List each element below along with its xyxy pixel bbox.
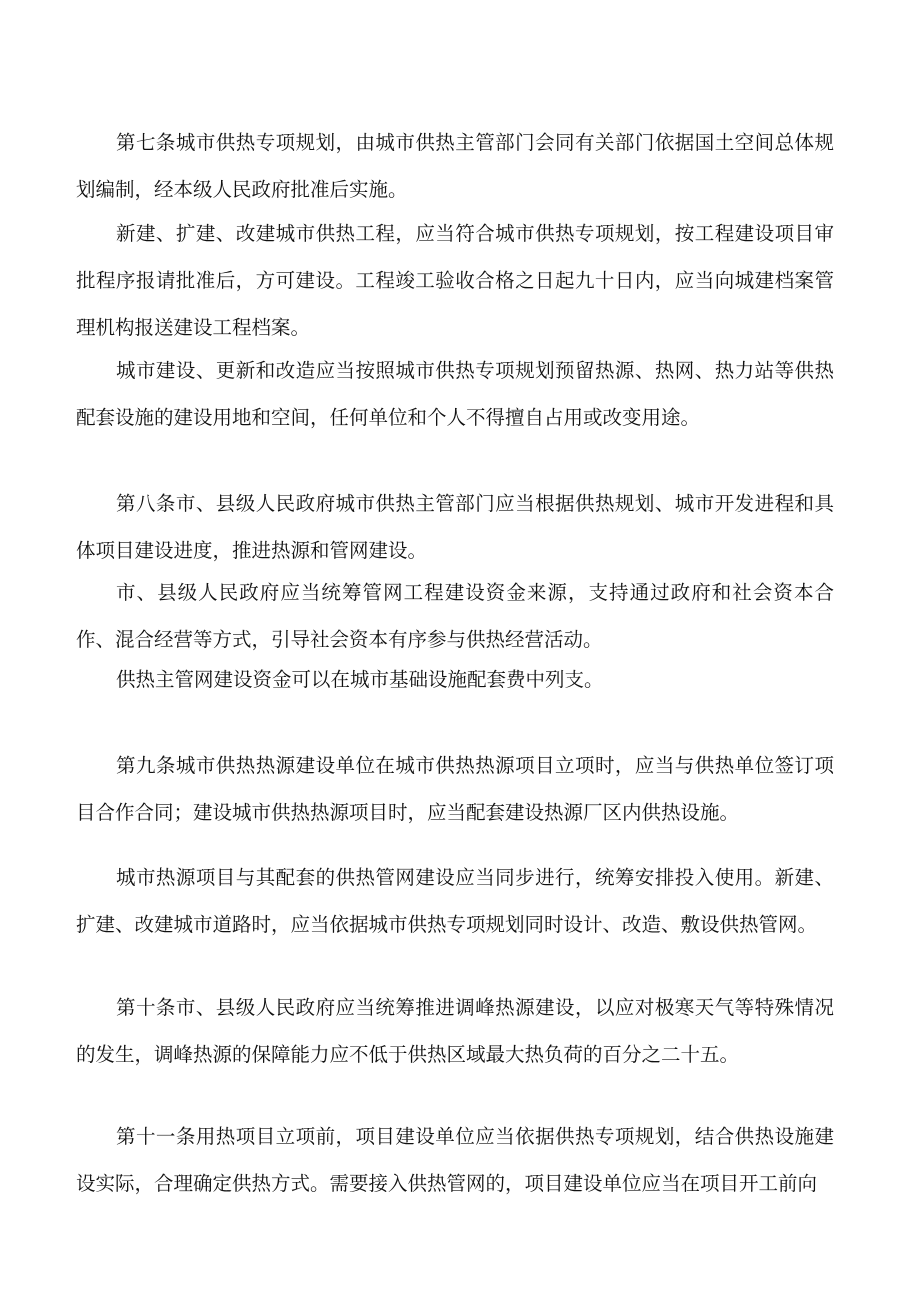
paragraph-article-8-funding: 市、县级人民政府应当统筹管网工程建设资金来源，支持通过政府和社会资本合作、混合经营等方式，引导社会资本有序参与供热经营活动。 [76, 581, 834, 651]
paragraph-article-8: 第八条市、县级人民政府城市供热主管部门应当根据供热规划、城市开发进程和具体项目建设进度，推进热源和管网建设。 [76, 492, 834, 562]
paragraph-article-7: 第七条城市供热专项规划，由城市供热主管部门会同有关部门依据国土空间总体规划编制，经本级人民政府批准后实施。 [76, 131, 834, 201]
paragraph-article-11: 第十一条用热项目立项前，项目建设单位应当依据供热专项规划，结合供热设施建设实际，合理确定供热方式。需要接入供热管网的，项目建设单位应当在项目开工前向 [76, 1125, 834, 1195]
paragraph-article-7-construction: 新建、扩建、改建城市供热工程，应当符合城市供热专项规划，按工程建设项目审批程序报请批准后，方可建设。工程竣工验收合格之日起九十日内，应当向城建档案管理机构报送建设工程档案。 [76, 222, 834, 339]
paragraph-article-9: 第九条城市供热热源建设单位在城市供热热源项目立项时，应当与供热单位签订项目合作合同；建设城市供热热源项目时，应当配套建设热源厂区内供热设施。 [76, 754, 834, 824]
paragraph-article-10: 第十条市、县级人民政府应当统筹推进调峰热源建设，以应对极寒天气等特殊情况的发生，调峰热源的保障能力应不低于供热区域最大热负荷的百分之二十五。 [76, 996, 834, 1066]
paragraph-article-9-synchronization: 城市热源项目与其配套的供热管网建设应当同步进行，统筹安排投入使用。新建、扩建、改建城市道路时，应当依据城市供热专项规划同时设计、改造、敷设供热管网。 [76, 866, 834, 936]
paragraph-article-7-land-reservation: 城市建设、更新和改造应当按照城市供热专项规划预留热源、热网、热力站等供热配套设施的建设用地和空间，任何单位和个人不得擅自占用或改变用途。 [76, 359, 834, 429]
paragraph-article-8-expenses: 供热主管网建设资金可以在城市基础设施配套费中列支。 [116, 668, 604, 691]
